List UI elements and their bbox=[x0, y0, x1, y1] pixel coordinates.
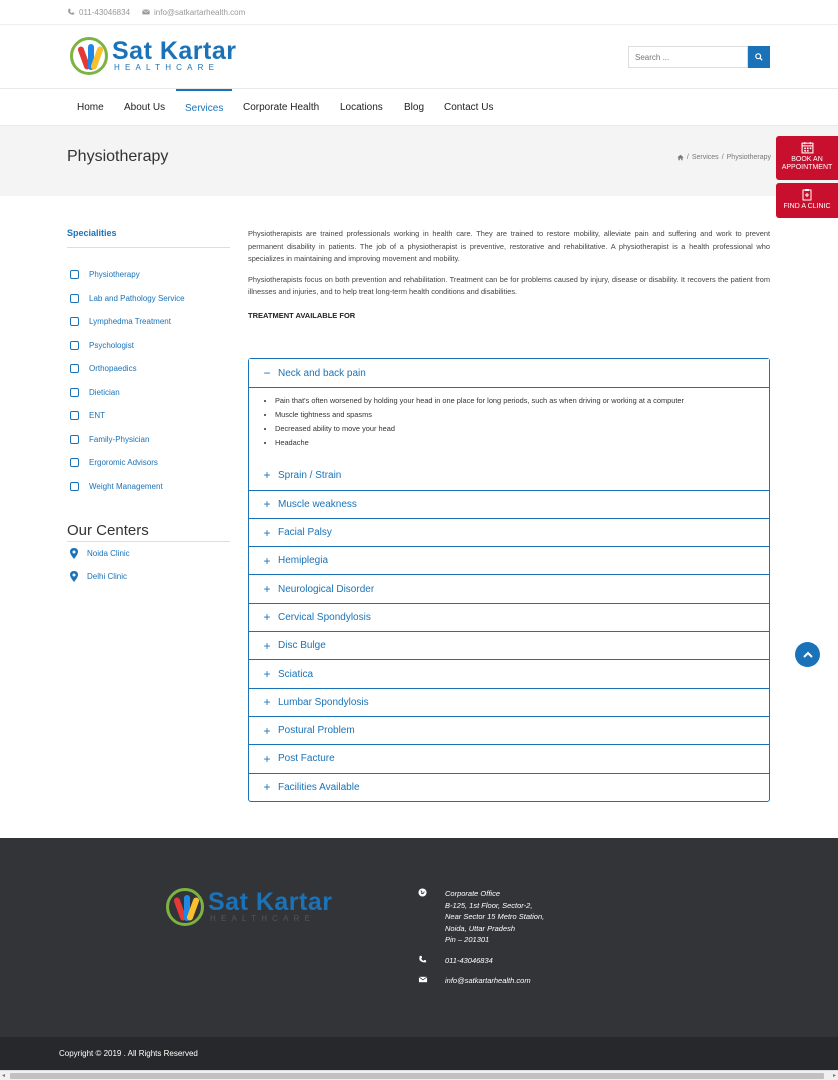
checkbox-icon bbox=[70, 317, 79, 326]
speciality-item[interactable] bbox=[67, 404, 230, 428]
symptom-item: • Pain that's often worsened by holding your head in one place for long periods, such as when driving or working at a computer bbox=[275, 394, 759, 408]
envelope-icon bbox=[142, 8, 150, 16]
plus-icon: + bbox=[263, 638, 271, 653]
accordion-header[interactable] bbox=[249, 716, 769, 744]
plus-icon: + bbox=[263, 610, 271, 625]
speciality-item[interactable] bbox=[67, 475, 230, 499]
top-contact-bar bbox=[0, 0, 838, 25]
back-to-top-button[interactable] bbox=[795, 642, 820, 667]
phone-icon bbox=[418, 955, 427, 964]
accordion-header[interactable] bbox=[249, 744, 769, 772]
plus-icon: + bbox=[263, 468, 271, 483]
checkbox-icon bbox=[70, 411, 79, 420]
checkbox-icon bbox=[70, 435, 79, 444]
search-icon bbox=[755, 53, 763, 61]
symptom-item: • Decreased ability to move your head bbox=[275, 422, 759, 436]
treatment-heading: TREATMENT AVAILABLE FOR bbox=[248, 310, 356, 320]
footer-contact bbox=[418, 888, 544, 996]
top-email[interactable] bbox=[142, 8, 245, 17]
plus-icon: + bbox=[263, 553, 271, 568]
speciality-item[interactable] bbox=[67, 381, 230, 405]
site-logo[interactable] bbox=[70, 37, 237, 75]
office-line: Pin – 201301 bbox=[445, 935, 490, 944]
logo-mark-icon bbox=[70, 37, 108, 75]
breadcrumb-services[interactable]: Services bbox=[691, 154, 719, 161]
find-clinic-label: FIND A CLINIC bbox=[783, 203, 831, 210]
plus-icon: + bbox=[263, 723, 271, 738]
accordion-header[interactable] bbox=[249, 518, 769, 546]
checkbox-icon bbox=[70, 482, 79, 491]
accordion-title: Cervical Spondylosis bbox=[278, 611, 371, 623]
accordion-header[interactable] bbox=[249, 659, 769, 687]
book-appointment-label: BOOK AN APPOINTMENT bbox=[781, 156, 833, 171]
office-line: B-125, 1st Floor, Sector-2, bbox=[445, 900, 533, 910]
speciality-item[interactable] bbox=[67, 357, 230, 381]
center-label: Noida Clinic bbox=[87, 549, 130, 558]
speciality-label: ENT bbox=[89, 411, 105, 421]
specialities-title: Specialities bbox=[67, 228, 230, 248]
accordion-title: Facilities Available bbox=[278, 781, 360, 793]
speciality-label: Lab and Pathology Service bbox=[89, 293, 185, 303]
accordion-header[interactable] bbox=[249, 490, 769, 518]
checkbox-icon bbox=[70, 341, 79, 350]
main-content bbox=[248, 228, 770, 320]
plus-icon: + bbox=[263, 497, 271, 512]
speciality-item[interactable] bbox=[67, 263, 230, 287]
speciality-label: Physiotherapy bbox=[89, 270, 140, 280]
plus-icon: + bbox=[263, 525, 271, 540]
nav-home[interactable]: Home bbox=[77, 102, 104, 113]
speciality-label: Orthopaedics bbox=[89, 364, 137, 374]
sidebar bbox=[67, 228, 230, 588]
book-appointment-button[interactable] bbox=[776, 136, 838, 180]
accordion-title: Facial Palsy bbox=[278, 527, 332, 539]
page-title: Physiotherapy bbox=[67, 148, 169, 165]
speciality-label: Ergoromic Advisors bbox=[89, 458, 158, 468]
top-email-text: info@satkartarhealth.com bbox=[154, 7, 246, 17]
office-line: Noida, Uttar Pradesh bbox=[445, 923, 516, 933]
nav-blog[interactable]: Blog bbox=[404, 102, 425, 113]
symptom-item: • Headache bbox=[275, 436, 759, 450]
footer-address bbox=[418, 888, 544, 946]
accordion-title: Sciatica bbox=[278, 668, 314, 680]
specialities-list bbox=[67, 263, 230, 498]
logo-tagline: HEALTHCARE bbox=[114, 63, 220, 72]
speciality-label: Family-Physician bbox=[89, 434, 150, 444]
plus-icon: + bbox=[263, 695, 271, 710]
site-header bbox=[0, 25, 838, 89]
checkbox-icon bbox=[70, 364, 79, 373]
map-marker-icon bbox=[70, 548, 78, 559]
home-icon[interactable] bbox=[677, 154, 684, 161]
breadcrumb bbox=[677, 154, 771, 161]
accordion-header[interactable] bbox=[249, 631, 769, 659]
page-banner bbox=[0, 126, 838, 196]
nav-contact[interactable]: Contact Us bbox=[444, 102, 494, 113]
breadcrumb-sep: / bbox=[721, 154, 724, 161]
accordion-header[interactable] bbox=[249, 546, 769, 574]
envelope-icon bbox=[418, 975, 428, 984]
accordion-header-open[interactable] bbox=[249, 359, 769, 387]
chevron-up-icon bbox=[803, 651, 813, 658]
calendar-icon bbox=[801, 141, 814, 154]
plus-icon: + bbox=[263, 780, 271, 795]
footer-email-text: info@satkartarhealth.com bbox=[445, 976, 531, 985]
accordion-header[interactable] bbox=[249, 688, 769, 716]
speciality-item[interactable] bbox=[67, 334, 230, 358]
checkbox-icon bbox=[70, 294, 79, 303]
footer-logo-tagline: HEALTHCARE bbox=[210, 914, 316, 923]
speciality-item[interactable] bbox=[67, 310, 230, 334]
office-line: Near Sector 15 Metro Station, bbox=[445, 912, 545, 921]
find-clinic-button[interactable] bbox=[776, 183, 838, 218]
speciality-item[interactable] bbox=[67, 287, 230, 311]
phone-icon bbox=[67, 8, 75, 16]
plus-icon: + bbox=[263, 582, 271, 597]
main-nav bbox=[0, 89, 838, 126]
accordion-title: Disc Bulge bbox=[278, 640, 326, 652]
center-item-delhi[interactable] bbox=[70, 565, 230, 588]
logo-mark-icon bbox=[166, 888, 204, 926]
accordion-title: Muscle weakness bbox=[278, 498, 357, 510]
nav-corporate-health[interactable]: Corporate Health bbox=[243, 102, 320, 113]
footer-email[interactable] bbox=[418, 975, 544, 987]
nav-locations[interactable]: Locations bbox=[340, 102, 383, 113]
clipboard-icon bbox=[801, 188, 813, 201]
accordion-title: Post Facture bbox=[278, 753, 335, 765]
accordion-title: Neck and back pain bbox=[278, 367, 366, 379]
accordion-title: Lumbar Spondylosis bbox=[278, 696, 369, 708]
center-item-noida[interactable] bbox=[70, 542, 230, 565]
checkbox-icon bbox=[70, 270, 79, 279]
globe-icon bbox=[418, 888, 427, 897]
accordion-title: Neurological Disorder bbox=[278, 583, 375, 595]
focus-paragraph: Physiotherapists focus on both prevention and rehabilitation. Treatment can be for problems caused by injury, disease or disability. It recovers the patient from illnesses and injuries, and to help treat long-term health conditions and disabilities. bbox=[248, 274, 770, 296]
breadcrumb-sep: / bbox=[686, 154, 689, 161]
top-phone[interactable] bbox=[67, 8, 130, 17]
treatment-accordion bbox=[248, 358, 770, 802]
search-button[interactable] bbox=[748, 46, 770, 68]
speciality-label: Lymphedma Treatment bbox=[89, 317, 171, 327]
center-label: Delhi Clinic bbox=[87, 572, 128, 581]
plus-icon: + bbox=[263, 667, 271, 682]
speciality-label: Dietician bbox=[89, 387, 120, 397]
logo-name: Sat Kartar bbox=[112, 37, 237, 65]
scroll-left-icon[interactable]: ◂ bbox=[2, 1073, 6, 1079]
checkbox-icon bbox=[70, 458, 79, 467]
search-form bbox=[628, 46, 770, 68]
plus-icon: + bbox=[263, 751, 271, 766]
nav-about[interactable]: About Us bbox=[124, 102, 166, 113]
top-phone-text: 011-43046834 bbox=[79, 7, 131, 17]
speciality-label: Weight Management bbox=[89, 481, 163, 491]
speciality-label: Psychologist bbox=[89, 340, 134, 350]
speciality-item[interactable] bbox=[67, 428, 230, 452]
search-input[interactable] bbox=[628, 46, 748, 68]
accordion-header[interactable] bbox=[249, 574, 769, 602]
horizontal-scrollbar[interactable] bbox=[0, 1070, 838, 1080]
accordion-title: Hemiplegia bbox=[278, 555, 329, 567]
nav-services[interactable]: Services bbox=[176, 89, 232, 126]
copyright-text: Copyright © 2019 . All Rights Reserved bbox=[59, 1049, 198, 1058]
footer-logo-name: Sat Kartar bbox=[208, 888, 333, 916]
intro-paragraph: Physiotherapists are trained professionals working in health care. They are trained to restore mobility, alleviate pain and suffering and work to prevent permanent disability in patients. The job of a physiotherapist is preventive, restorative and rehabilitative. A physiotherapist is a health professional who specializes in maintaining and improving movement and mobility. bbox=[248, 229, 770, 263]
footer-logo[interactable] bbox=[166, 888, 333, 926]
office-line: Corporate Office bbox=[445, 889, 501, 898]
scroll-right-icon[interactable]: ▸ bbox=[832, 1073, 836, 1079]
accordion-title: Sprain / Strain bbox=[278, 469, 342, 481]
footer-phone-text: 011-43046834 bbox=[445, 955, 493, 965]
footer-phone[interactable] bbox=[418, 955, 544, 967]
centers-title: Our Centers bbox=[67, 522, 230, 542]
copyright-bar bbox=[0, 1037, 838, 1070]
speciality-item[interactable] bbox=[67, 451, 230, 475]
accordion-header[interactable] bbox=[249, 773, 769, 801]
accordion-body bbox=[249, 387, 769, 461]
map-marker-icon bbox=[70, 571, 78, 582]
accordion-title: Postural Problem bbox=[278, 725, 355, 737]
breadcrumb-current: Physiotherapy bbox=[726, 154, 771, 161]
minus-icon: − bbox=[263, 366, 271, 381]
site-footer bbox=[0, 838, 838, 1037]
checkbox-icon bbox=[70, 388, 79, 397]
accordion-header[interactable] bbox=[249, 461, 769, 489]
symptom-item: • Muscle tightness and spasms bbox=[275, 408, 759, 422]
scrollbar-thumb[interactable] bbox=[10, 1073, 824, 1079]
accordion-header[interactable] bbox=[249, 603, 769, 631]
